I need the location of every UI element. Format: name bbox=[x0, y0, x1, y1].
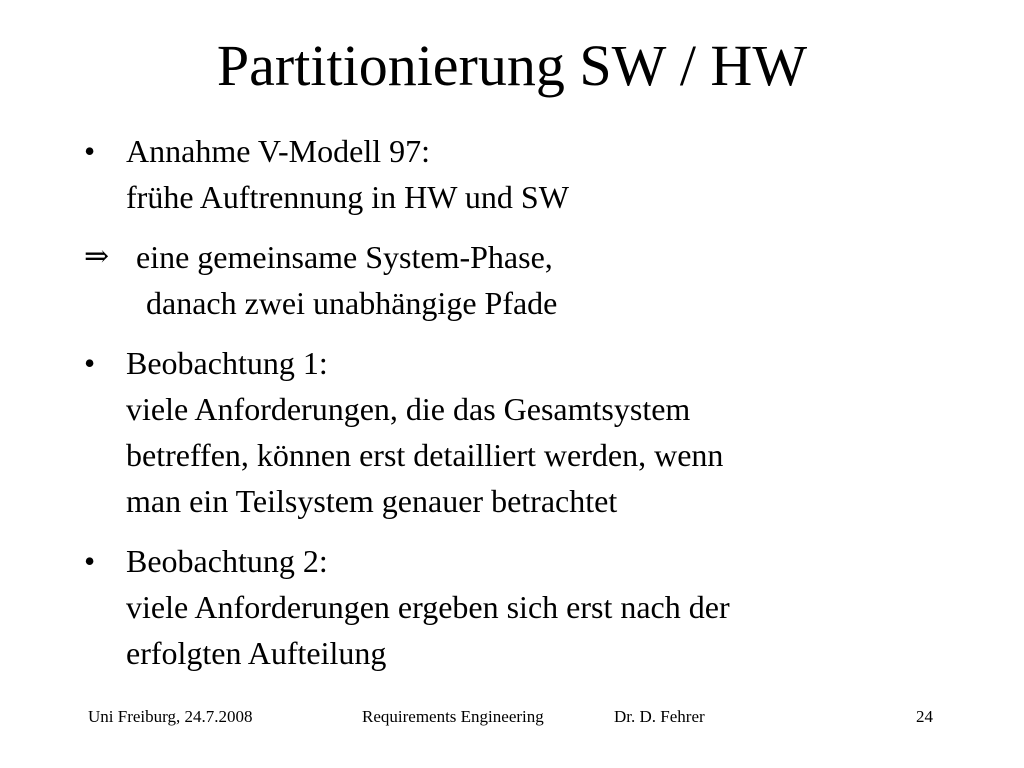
footer-course-title: Requirements Engineering bbox=[362, 707, 544, 726]
bullet-text-line: Annahme V-Modell 97: bbox=[126, 133, 430, 169]
bullet-text-line: viele Anforderungen, die das Gesamtsystem bbox=[126, 391, 691, 427]
implies-arrow-icon: ⇒ bbox=[84, 240, 110, 273]
bullet-text-line: man ein Teilsystem genauer betrachtet bbox=[126, 483, 618, 519]
implication-text-line: eine gemeinsame System-Phase, bbox=[136, 239, 553, 275]
bullet-text-line: Beobachtung 2: bbox=[126, 543, 328, 579]
bullet-text-line: Beobachtung 1: bbox=[126, 345, 328, 381]
bullet-text-line: betreffen, können erst detailliert werden, wenn bbox=[126, 437, 724, 473]
bullet-marker: • bbox=[84, 133, 96, 169]
bullet-marker: • bbox=[84, 345, 96, 381]
footer-page-number: 24 bbox=[916, 707, 933, 726]
bullet-text-line: frühe Auftrennung in HW und SW bbox=[126, 179, 569, 215]
bullet-text-line: viele Anforderungen ergeben sich erst nach der bbox=[126, 589, 730, 625]
implication-text-line: danach zwei unabhängige Pfade bbox=[146, 285, 558, 321]
footer-author: Dr. D. Fehrer bbox=[614, 707, 705, 726]
slide-title: Partitionierung SW / HW bbox=[216, 33, 808, 98]
bullet-text-line: erfolgten Aufteilung bbox=[126, 635, 387, 671]
bullet-marker: • bbox=[84, 543, 96, 579]
footer-institution-date: Uni Freiburg, 24.7.2008 bbox=[88, 707, 253, 726]
